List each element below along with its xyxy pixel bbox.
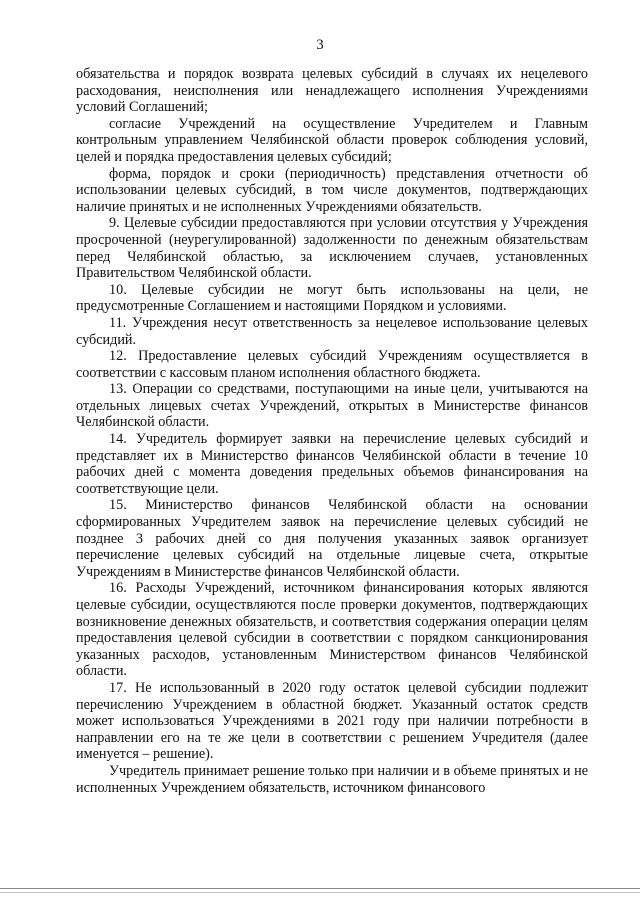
scan-edge-line [0, 888, 640, 889]
paragraph: Учредитель принимает решение только при наличии и в объеме принятых и не исполненных Учреждением обязательств, источником финансового [76, 762, 588, 796]
paragraph: 9. Целевые субсидии предоставляются при условии отсутствия у Учреждения просроченной (неурегулированной) задолженности по денежным обязательствам перед Челябинской областью, за исключением случаев, установленных Правительством Челябинской области. [76, 215, 588, 282]
paragraph: 17. Не использованный в 2020 году остаток целевой субсидии подлежит перечислению Учреждением в областной бюджет. Указанный остаток средств может использоваться Учреждениями в 2021 году при наличии потребности в направлении его на те же цели в соответствии с решением Учредителя (далее именуется – решение). [76, 679, 588, 763]
paragraph: обязательства и порядок возврата целевых субсидий в случаях их нецелевого расходования, неисполнения или ненадлежащего исполнения Учреждениями условий Соглашений; [76, 66, 588, 116]
paragraph: 14. Учредитель формирует заявки на перечисление целевых субсидий и представляет их в Министерство финансов Челябинской области в течение 10 рабочих дней с момента доведения предельных объемов финансирования на соответствующие цели. [76, 431, 588, 497]
paragraph: форма, порядок и сроки (периодичность) представления отчетности об использовании целевых субсидий, в том числе документов, подтверждающих наличие принятых и не исполненных Учреждениями обязательств. [76, 165, 588, 215]
scan-edge-line [0, 892, 640, 893]
paragraph: 13. Операции со средствами, поступающими на иные цели, учитываются на отдельных лицевых счетах Учреждений, открытых в Министерстве финансов Челябинской области. [76, 381, 588, 431]
paragraph: 16. Расходы Учреждений, источником финансирования которых являются целевые субсидии, осуществляются после проверки документов, подтверждающих возникновение денежных обязательств, и соответствия содержания операции целям предоставления целевой субсидии в соответствии с порядком санкционирования указанных расходов, установленным Министерством финансов Челябинской области. [76, 580, 588, 680]
paragraph: согласие Учреждений на осуществление Учредителем и Главным контрольным управлением Челябинской области проверок соблюдения условий, целей и порядка предоставления целевых субсидий; [76, 115, 588, 165]
document-body [76, 66, 588, 796]
paragraph: 11. Учреждения несут ответственность за нецелевое использование целевых субсидий. [76, 314, 588, 348]
page-number: 3 [316, 37, 324, 53]
paragraph: 12. Предоставление целевых субсидий Учреждениям осуществляется в соответствии с кассовым планом исполнения областного бюджета. [76, 348, 588, 381]
paragraph: 10. Целевые субсидии не могут быть использованы на цели, не предусмотренные Соглашением и настоящими Порядком и условиями. [76, 281, 588, 315]
paragraph: 15. Министерство финансов Челябинской области на основании сформированных Учредителем заявок на перечисление целевых субсидий не позднее 3 рабочих дней со дня получения указанных заявок организует перечисление целевых субсидий на отдельные лицевые счета, открытые Учреждениям в Министерстве финансов Челябинской области. [76, 497, 588, 580]
